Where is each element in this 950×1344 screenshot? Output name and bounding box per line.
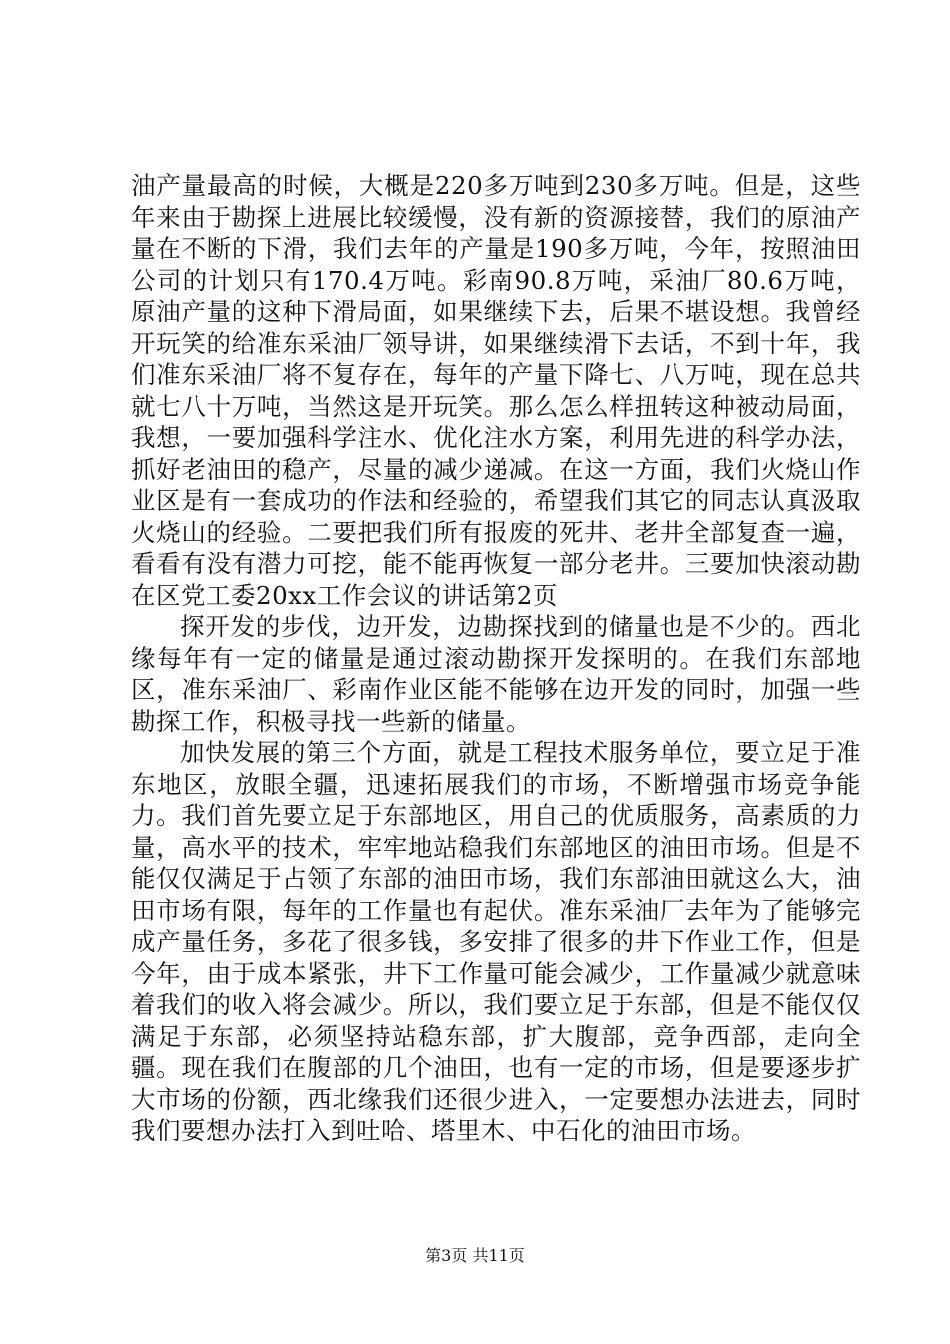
paragraph-3: 加快发展的第三个方面，就是工程技术服务单位，要立足于准东地区，放眼全疆，迅速拓展我们的市场，不断增强市场竞争能力。我们首先要立足于东部地区，用自己的优质服务，高素质的力量，高水平的技术，牢牢地站稳我们东部地区的油田市场。但是不能仅仅满足于占领了东部的油田市场，我们东部油田就这么大，油田市场有限，每年的工作量也有起伏。准东采油厂去年为了能够完成产量任务，多花了很多钱，多安排了很多的井下作业工作，但是今年，由于成本紧张，井下工作量可能会减少，工作量减少就意味着我们的收入将会减少。所以，我们要立足于东部，但是不能仅仅满足于东部，必须坚持站稳东部，扩大腹部，竞争西部，走向全疆。现在我们在腹部的几个油田，也有一定的市场，但是要逐步扩大市场的份额，西北缘我们还很少进入，一定要想办法进去，同时我们要想办法打入到吐哈、塔里木、中石化的油田市场。 (131, 738, 861, 1145)
document-body (131, 170, 861, 1147)
paragraph-1: 油产量最高的时候，大概是220多万吨到230多万吨。但是，这些年来由于勘探上进展比较缓慢，没有新的资源接替，我们的原油产量在不断的下滑，我们去年的产量是190多万吨，今年，按照油田公司的计划只有170.4万吨。彩南90.8万吨，采油厂80.6万吨，原油产量的这种下滑局面，如果继续下去，后果不堪设想。我曾经开玩笑的给准东采油厂领导讲，如果继续滑下去话，不到十年，我们准东采油厂将不复存在，每年的产量下降七、八万吨，现在总共就七八十万吨，当然这是开玩笑。那么怎么样扭转这种被动局面，我想，一要加强科学注水、优化注水方案，利用先进的科学办法，抓好老油田的稳产，尽量的减少递减。在这一方面，我们火烧山作业区是有一套成功的作法和经验的，希望我们其它的同志认真汲取火烧山的经验。二要把我们所有报废的死井、老井全部复查一遍，看看有没有潜力可挖，能不能再恢复一部分老井。三要加快滚动勘在区党工委20xx工作会议的讲话第2页 (131, 171, 861, 610)
page-footer: 第3页 共11页 (425, 1246, 525, 1265)
paragraph-2: 探开发的步伐，边开发，边勘探找到的储量也是不少的。西北缘每年有一定的储量是通过滚动勘探开发探明的。在我们东部地区，准东采油厂、彩南作业区能不能够在边开发的同时，加强一些勘探工作，积极寻找一些新的储量。 (131, 612, 861, 736)
